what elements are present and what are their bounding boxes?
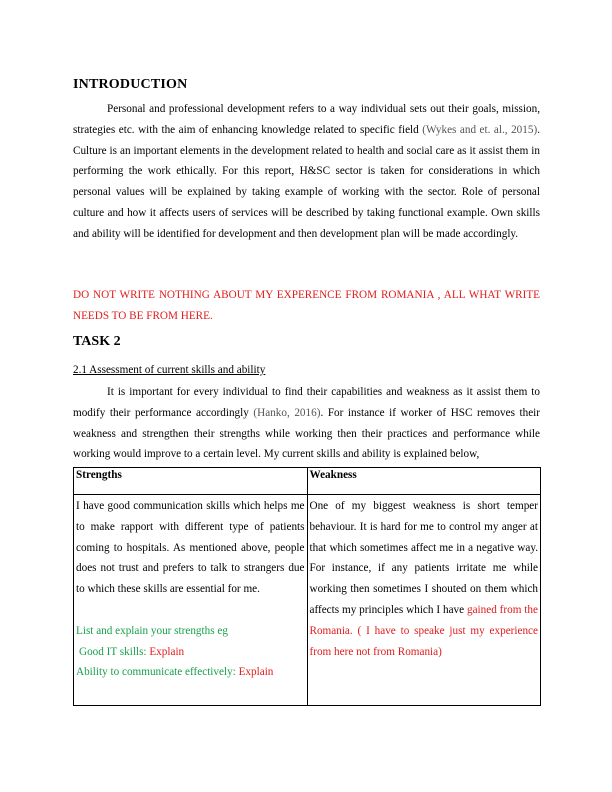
strengths-cell bbox=[74, 495, 308, 706]
strengths-note-3 bbox=[76, 662, 305, 683]
task-citation: (Hanko, 2016) bbox=[253, 406, 321, 419]
weakness-cell bbox=[307, 495, 541, 706]
task-paragraph bbox=[73, 382, 540, 465]
weakness-header: Weakness bbox=[307, 468, 541, 495]
communicate-label: Ability to communicate effectively: bbox=[76, 666, 239, 679]
weakness-note: gained from the Romania. ( I have to speake just my experience from here not from Romania) bbox=[309, 603, 538, 658]
strengths-note-1: List and explain your strengths eg bbox=[76, 624, 228, 637]
skills-table bbox=[73, 467, 541, 706]
strengths-text: I have good communication skills which helps me to make rapport with different type of patients coming to hospitals. As mentioned above, people does not trust and prefers to talk to strangers due to which these skills are essential for me. bbox=[76, 500, 305, 596]
task-heading: TASK 2 bbox=[73, 334, 121, 349]
task-text-b: . For instance if worker of HSC removes their weakness and strengthen their strengths while working then their practices and performance while working would improve to a certain level. My current skills and ability is explained below, bbox=[73, 406, 540, 461]
weakness-text: One of my biggest weakness is short temper behaviour. It is hard for me to control my anger at that which sometimes affect me in a negative way. For instance, if any patients irritate me while working then sometimes I shouted on them which affects my principles which I have bbox=[309, 500, 538, 616]
table-row bbox=[74, 495, 541, 706]
it-skills-label: Good IT skills: bbox=[79, 645, 150, 658]
intro-text-a: Personal and professional development refers to a way individual sets out their goals, mission, strategies etc. with the aim of enhancing knowledge related to specific field bbox=[73, 103, 540, 136]
strengths-note-2 bbox=[76, 642, 305, 663]
introduction-heading: INTRODUCTION bbox=[73, 77, 188, 92]
table-header-row bbox=[74, 468, 541, 495]
instruction-note: DO NOT WRITE NOTHING ABOUT MY EXPERENCE FROM ROMANIA , ALL WHAT WRITE NEEDS TO BE FROM HERE. bbox=[73, 289, 540, 322]
intro-text-b: . Culture is an important elements in the development related to health and social care as it assist them in performing the work ethically. For this report, H&SC sector is taken for considerations in which personal values will be explained by taking example of working with the sector. Role of personal culture and how it affects users of services will be described by taking functional example. Own skills and ability will be identified for development and then development plan will be made accordingly. bbox=[73, 123, 540, 240]
task-subheading: 2.1 Assessment of current skills and ability bbox=[73, 364, 266, 376]
task-text-a: It is important for every individual to find their capabilities and weakness as it assist them to modify their performance accordingly bbox=[73, 386, 540, 419]
communicate-explain: Explain bbox=[238, 666, 274, 679]
introduction-paragraph bbox=[73, 99, 540, 245]
strengths-header: Strengths bbox=[74, 468, 308, 495]
intro-citation: (Wykes and et. al., 2015) bbox=[422, 123, 538, 136]
it-skills-explain: Explain bbox=[149, 645, 185, 658]
